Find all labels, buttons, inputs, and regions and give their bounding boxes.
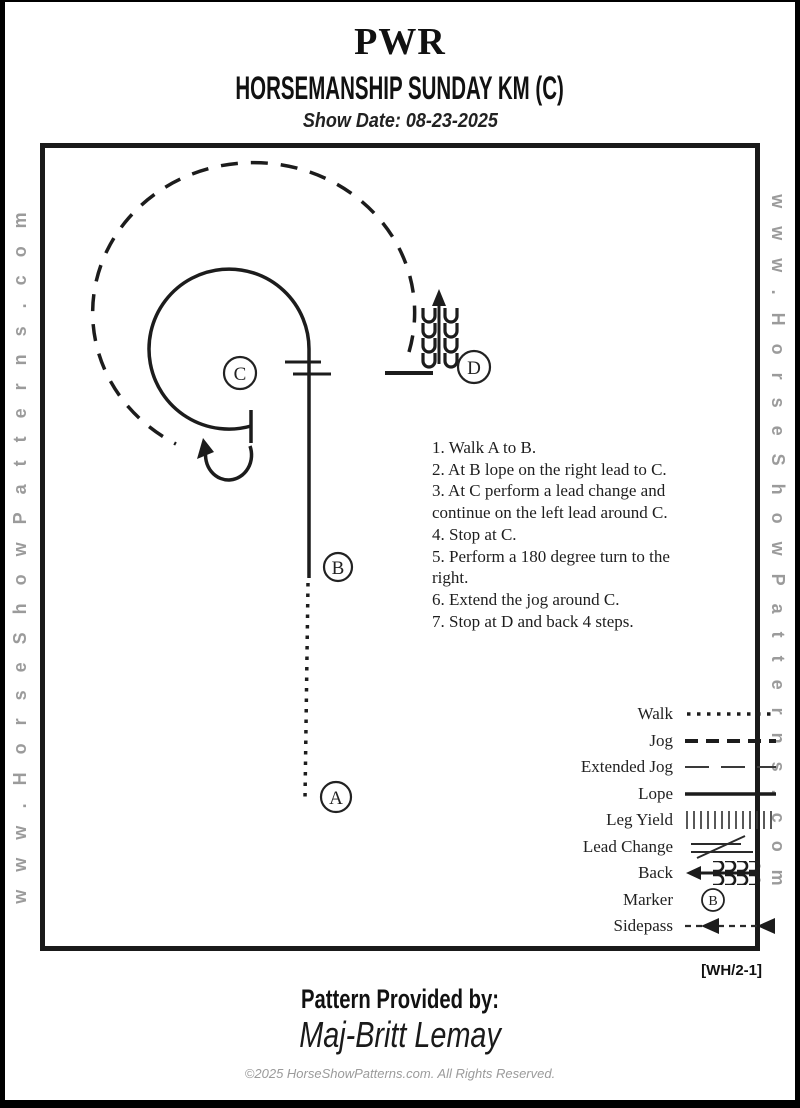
lead-change-symbol <box>683 835 778 859</box>
class-title: HORSEMANSHIP SUNDAY KM (C) <box>235 70 565 106</box>
legend-row-jog <box>480 728 778 755</box>
jog-circle-path <box>93 163 415 444</box>
legend-label: Leg Yield <box>606 810 673 830</box>
instruction-step: 2. At B lope on the right lead to C. <box>432 459 667 479</box>
page-edge-left <box>0 0 5 1108</box>
sidepass-symbol <box>683 914 778 938</box>
turn-arrow <box>197 438 252 480</box>
legend-row-marker <box>480 887 778 914</box>
watermark-left: www.HorseShowPatterns.com <box>10 194 30 904</box>
legend-row-walk <box>480 701 778 728</box>
legend-label: Lope <box>638 783 673 803</box>
legend-row-sidepass <box>480 913 778 940</box>
legend-row-leg-yield <box>480 807 778 834</box>
lope-path <box>149 269 309 578</box>
legend-row-lead-change <box>480 834 778 861</box>
instructions-list <box>432 437 704 632</box>
page-edge-top <box>0 0 800 2</box>
provided-by-name: Maj-Britt Lemay <box>299 1014 501 1055</box>
jog-line-symbol <box>683 729 778 753</box>
copyright-text: ©2025 HorseShowPatterns.com. All Rights Reserved. <box>244 1066 556 1081</box>
show-date: Show Date: 08-23-2025 <box>302 110 498 132</box>
svg-text:B: B <box>331 558 345 579</box>
svg-text:C: C <box>233 364 247 385</box>
instruction-step: 4. Stop at C. <box>432 524 517 544</box>
leg-yield-symbol <box>683 808 778 832</box>
legend-label: Jog <box>649 730 673 750</box>
marker-symbol <box>683 888 778 912</box>
marker-c <box>224 357 256 389</box>
svg-text:B: B <box>708 893 718 909</box>
walk-line-symbol <box>683 702 778 726</box>
instruction-step: 3. At C perform a lead change and continue on the left lead around C. <box>432 481 668 523</box>
instruction-step: 6. Extend the jog around C. <box>432 589 620 609</box>
extended-jog-line-symbol <box>683 755 778 779</box>
gait-legend <box>480 701 778 940</box>
legend-label: Walk <box>637 704 673 724</box>
legend-label: Marker <box>622 889 673 909</box>
svg-text:D: D <box>467 358 481 379</box>
arena-border <box>40 143 760 951</box>
legend-label: Extended Jog <box>580 757 673 777</box>
marker-a <box>321 782 351 812</box>
svg-text:A: A <box>329 788 343 809</box>
marker-b <box>324 553 352 581</box>
legend-label: Back <box>638 863 673 883</box>
provided-by-label: Pattern Provided by: <box>300 984 500 1014</box>
marker-d <box>458 351 490 383</box>
lope-line-symbol <box>683 782 778 806</box>
pattern-code: [WH/2-1] <box>701 962 762 979</box>
page-edge-bottom <box>0 1100 800 1108</box>
instruction-step: 5. Perform a 180 degree turn to the right. <box>432 546 670 588</box>
walk-line <box>305 583 308 799</box>
legend-label: Sidepass <box>613 916 673 936</box>
page-title: PWR <box>354 21 446 63</box>
watermark-right: www.HorseShowPatterns.com <box>768 194 788 904</box>
legend-row-back <box>480 860 778 887</box>
legend-label: Lead Change <box>582 836 673 856</box>
page-edge-right <box>795 0 800 1108</box>
back-symbol <box>683 861 778 885</box>
legend-row-lope <box>480 781 778 808</box>
instruction-step: 1. Walk A to B. <box>432 438 537 457</box>
legend-row-extended-jog <box>480 754 778 781</box>
instruction-step: 7. Stop at D and back 4 steps. <box>432 611 634 631</box>
